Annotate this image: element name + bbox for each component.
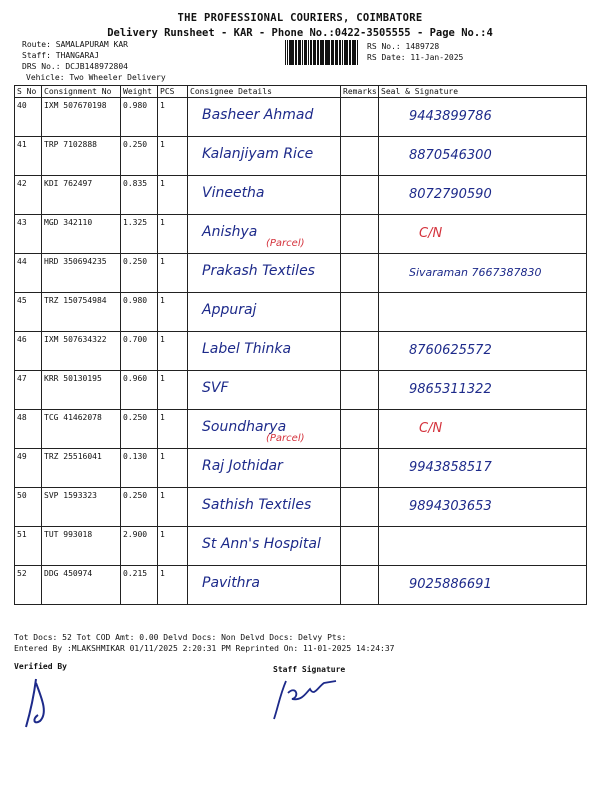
row-seal-signature bbox=[379, 566, 587, 605]
row-weight: 0.250 bbox=[121, 410, 158, 449]
runsheet-table bbox=[14, 85, 587, 605]
signature-text: C/N bbox=[419, 421, 443, 436]
rs-number: RS No.: 1489728 bbox=[367, 42, 440, 51]
signature-text: 9865311322 bbox=[409, 382, 492, 397]
verified-signature bbox=[22, 675, 62, 730]
consignee-name: Anishya bbox=[202, 224, 258, 240]
row-seal-signature bbox=[379, 488, 587, 527]
row-consignee-details bbox=[188, 449, 341, 488]
staff-label: Staff: THANGARAJ bbox=[22, 51, 100, 60]
row-remarks bbox=[341, 293, 379, 332]
row-consignment-no: MGD 342110 bbox=[42, 215, 121, 254]
row-seal-signature bbox=[379, 527, 587, 566]
barcode-bar bbox=[318, 40, 319, 65]
row-sno: 47 bbox=[15, 371, 42, 410]
row-sno: 50 bbox=[15, 488, 42, 527]
row-sno: 48 bbox=[15, 410, 42, 449]
row-sno: 41 bbox=[15, 137, 42, 176]
row-pcs: 1 bbox=[158, 527, 188, 566]
row-weight: 0.130 bbox=[121, 449, 158, 488]
rs-date: RS Date: 11-Jan-2025 bbox=[367, 53, 464, 62]
table-row bbox=[15, 215, 587, 254]
row-consignment-no: HRD 350694235 bbox=[42, 254, 121, 293]
consignee-name: Appuraj bbox=[202, 302, 257, 318]
consignee-name: Label Thinka bbox=[202, 341, 292, 357]
row-consignment-no: IXM 507670198 bbox=[42, 98, 121, 137]
row-sno: 44 bbox=[15, 254, 42, 293]
signature-text: 9943858517 bbox=[409, 460, 492, 475]
barcode-bar bbox=[326, 40, 327, 65]
totals-line: Tot Docs: 52 Tot COD Amt: 0.00 Delvd Docs: Non Delvd Docs: Delvy Pts: bbox=[14, 633, 347, 642]
row-consignment-no: DDG 450974 bbox=[42, 566, 121, 605]
row-consignee-details bbox=[188, 254, 341, 293]
row-sno: 42 bbox=[15, 176, 42, 215]
row-consignment-no: TRZ 150754984 bbox=[42, 293, 121, 332]
barcode-bar bbox=[355, 40, 356, 65]
row-pcs: 1 bbox=[158, 488, 188, 527]
row-sno: 43 bbox=[15, 215, 42, 254]
staff-signature-label: Staff Signature bbox=[273, 665, 346, 674]
verified-by-label: Verified By bbox=[14, 662, 67, 671]
row-seal-signature bbox=[379, 410, 587, 449]
row-seal-signature bbox=[379, 449, 587, 488]
row-seal-signature bbox=[379, 371, 587, 410]
row-remarks bbox=[341, 98, 379, 137]
row-consignee-details bbox=[188, 488, 341, 527]
row-seal-signature bbox=[379, 254, 587, 293]
signature-text: 9025886691 bbox=[409, 577, 492, 592]
row-consignee-details bbox=[188, 98, 341, 137]
consignee-name: Raj Jothidar bbox=[202, 458, 283, 474]
table-row bbox=[15, 254, 587, 293]
col-header-remarks: Remarks bbox=[341, 86, 379, 98]
row-weight: 0.250 bbox=[121, 137, 158, 176]
row-weight: 0.980 bbox=[121, 293, 158, 332]
parcel-note: (Parcel) bbox=[266, 433, 305, 444]
row-remarks bbox=[341, 332, 379, 371]
row-weight: 0.700 bbox=[121, 332, 158, 371]
row-seal-signature bbox=[379, 98, 587, 137]
row-weight: 0.250 bbox=[121, 488, 158, 527]
barcode-bar bbox=[332, 40, 334, 65]
barcode-bar bbox=[285, 40, 286, 65]
barcode-bar bbox=[336, 40, 337, 65]
barcode-bar bbox=[308, 40, 309, 65]
barcode-bar bbox=[314, 40, 315, 65]
row-consignee-details bbox=[188, 566, 341, 605]
row-pcs: 1 bbox=[158, 449, 188, 488]
barcode bbox=[285, 40, 358, 65]
col-header-seal-signature: Seal & Signature bbox=[379, 86, 587, 98]
barcode-bar bbox=[304, 40, 305, 65]
barcode-bar bbox=[344, 40, 345, 65]
table-row bbox=[15, 371, 587, 410]
row-remarks bbox=[341, 137, 379, 176]
row-consignment-no: TCG 41462078 bbox=[42, 410, 121, 449]
row-pcs: 1 bbox=[158, 371, 188, 410]
barcode-bar bbox=[357, 40, 358, 65]
table-row bbox=[15, 449, 587, 488]
consignee-name: Vineetha bbox=[202, 185, 265, 201]
row-seal-signature bbox=[379, 215, 587, 254]
barcode-bar bbox=[292, 40, 294, 65]
row-sno: 40 bbox=[15, 98, 42, 137]
col-header-pcs: PCS bbox=[158, 86, 188, 98]
barcode-bar bbox=[311, 40, 312, 65]
barcode-bar bbox=[350, 40, 351, 65]
row-pcs: 1 bbox=[158, 332, 188, 371]
row-weight: 0.980 bbox=[121, 98, 158, 137]
staff-signature bbox=[266, 675, 346, 723]
row-sno: 52 bbox=[15, 566, 42, 605]
runsheet-subtitle: Delivery Runsheet - KAR - Phone No.:0422-3505555 - Page No.:4 bbox=[107, 27, 493, 39]
row-remarks bbox=[341, 527, 379, 566]
barcode-bar bbox=[329, 40, 330, 65]
row-weight: 1.325 bbox=[121, 215, 158, 254]
row-sno: 45 bbox=[15, 293, 42, 332]
table-row bbox=[15, 566, 587, 605]
consignee-name: Prakash Textiles bbox=[202, 263, 315, 279]
row-pcs: 1 bbox=[158, 137, 188, 176]
col-header-consignment: Consignment No bbox=[42, 86, 121, 98]
row-pcs: 1 bbox=[158, 410, 188, 449]
table-header-row bbox=[15, 86, 587, 98]
barcode-bar bbox=[296, 40, 297, 65]
row-consignee-details bbox=[188, 527, 341, 566]
consignee-name: St Ann's Hospital bbox=[202, 536, 321, 552]
row-weight: 2.900 bbox=[121, 527, 158, 566]
row-weight: 0.215 bbox=[121, 566, 158, 605]
row-pcs: 1 bbox=[158, 293, 188, 332]
barcode-bar bbox=[347, 40, 348, 65]
row-remarks bbox=[341, 371, 379, 410]
row-seal-signature bbox=[379, 332, 587, 371]
barcode-bar bbox=[340, 40, 341, 65]
consignee-name: Basheer Ahmad bbox=[202, 107, 314, 123]
row-consignment-no: KRR 50130195 bbox=[42, 371, 121, 410]
vehicle-label: Vehicle: Two Wheeler Delivery bbox=[26, 73, 166, 82]
row-sno: 49 bbox=[15, 449, 42, 488]
row-weight: 0.835 bbox=[121, 176, 158, 215]
row-consignment-no: SVP 1593323 bbox=[42, 488, 121, 527]
table-row bbox=[15, 488, 587, 527]
row-consignee-details bbox=[188, 371, 341, 410]
col-header-consignee: Consignee Details bbox=[188, 86, 341, 98]
row-sno: 46 bbox=[15, 332, 42, 371]
row-consignment-no: KDI 762497 bbox=[42, 176, 121, 215]
table-row bbox=[15, 332, 587, 371]
table-row bbox=[15, 527, 587, 566]
table-row bbox=[15, 98, 587, 137]
row-consignment-no: TUT 993018 bbox=[42, 527, 121, 566]
row-seal-signature bbox=[379, 176, 587, 215]
row-remarks bbox=[341, 566, 379, 605]
row-consignee-details bbox=[188, 176, 341, 215]
table-row bbox=[15, 176, 587, 215]
row-remarks bbox=[341, 176, 379, 215]
signature-text: 8072790590 bbox=[409, 187, 492, 202]
row-consignee-details bbox=[188, 215, 341, 254]
consignee-name: Kalanjiyam Rice bbox=[202, 146, 314, 162]
company-title: THE PROFESSIONAL COURIERS, COIMBATORE bbox=[177, 12, 423, 24]
signature-text: C/N bbox=[419, 226, 443, 241]
row-consignee-details bbox=[188, 293, 341, 332]
row-seal-signature bbox=[379, 293, 587, 332]
row-consignment-no: TRZ 25516041 bbox=[42, 449, 121, 488]
row-pcs: 1 bbox=[158, 98, 188, 137]
row-remarks bbox=[341, 215, 379, 254]
row-sno: 51 bbox=[15, 527, 42, 566]
col-header-sno: S No bbox=[15, 86, 42, 98]
row-pcs: 1 bbox=[158, 176, 188, 215]
signature-text: 8760625572 bbox=[409, 343, 492, 358]
barcode-bar bbox=[289, 40, 290, 65]
row-seal-signature bbox=[379, 137, 587, 176]
entered-by-line: Entered By :MLAKSHMIKAR 01/11/2025 2:20:31 PM Reprinted On: 11-01-2025 14:24:37 bbox=[14, 644, 395, 653]
parcel-note: (Parcel) bbox=[266, 238, 305, 249]
row-remarks bbox=[341, 254, 379, 293]
row-remarks bbox=[341, 410, 379, 449]
consignee-name: Soundharya bbox=[202, 419, 287, 435]
signature-text: 9894303653 bbox=[409, 499, 492, 514]
row-pcs: 1 bbox=[158, 215, 188, 254]
row-consignee-details bbox=[188, 410, 341, 449]
row-weight: 0.960 bbox=[121, 371, 158, 410]
consignee-name: Pavithra bbox=[202, 575, 260, 591]
barcode-bar bbox=[299, 40, 300, 65]
drs-number: DRS No.: DCJB148972804 bbox=[22, 62, 128, 71]
consignee-name: Sathish Textiles bbox=[202, 497, 312, 513]
table-row bbox=[15, 410, 587, 449]
row-remarks bbox=[341, 488, 379, 527]
row-consignment-no: IXM 507634322 bbox=[42, 332, 121, 371]
row-consignment-no: TRP 7102888 bbox=[42, 137, 121, 176]
row-consignee-details bbox=[188, 137, 341, 176]
signature-text: Sivaraman 7667387830 bbox=[409, 266, 542, 279]
route-label: Route: SAMALAPURAM KAR bbox=[22, 40, 128, 49]
col-header-weight: Weight bbox=[121, 86, 158, 98]
row-remarks bbox=[341, 449, 379, 488]
signature-text: 9443899786 bbox=[409, 109, 492, 124]
table-row bbox=[15, 293, 587, 332]
table-row bbox=[15, 137, 587, 176]
barcode-bar bbox=[322, 40, 323, 65]
row-weight: 0.250 bbox=[121, 254, 158, 293]
consignee-name: SVF bbox=[202, 380, 229, 396]
signature-text: 8870546300 bbox=[409, 148, 492, 163]
row-consignee-details bbox=[188, 332, 341, 371]
row-pcs: 1 bbox=[158, 254, 188, 293]
row-pcs: 1 bbox=[158, 566, 188, 605]
